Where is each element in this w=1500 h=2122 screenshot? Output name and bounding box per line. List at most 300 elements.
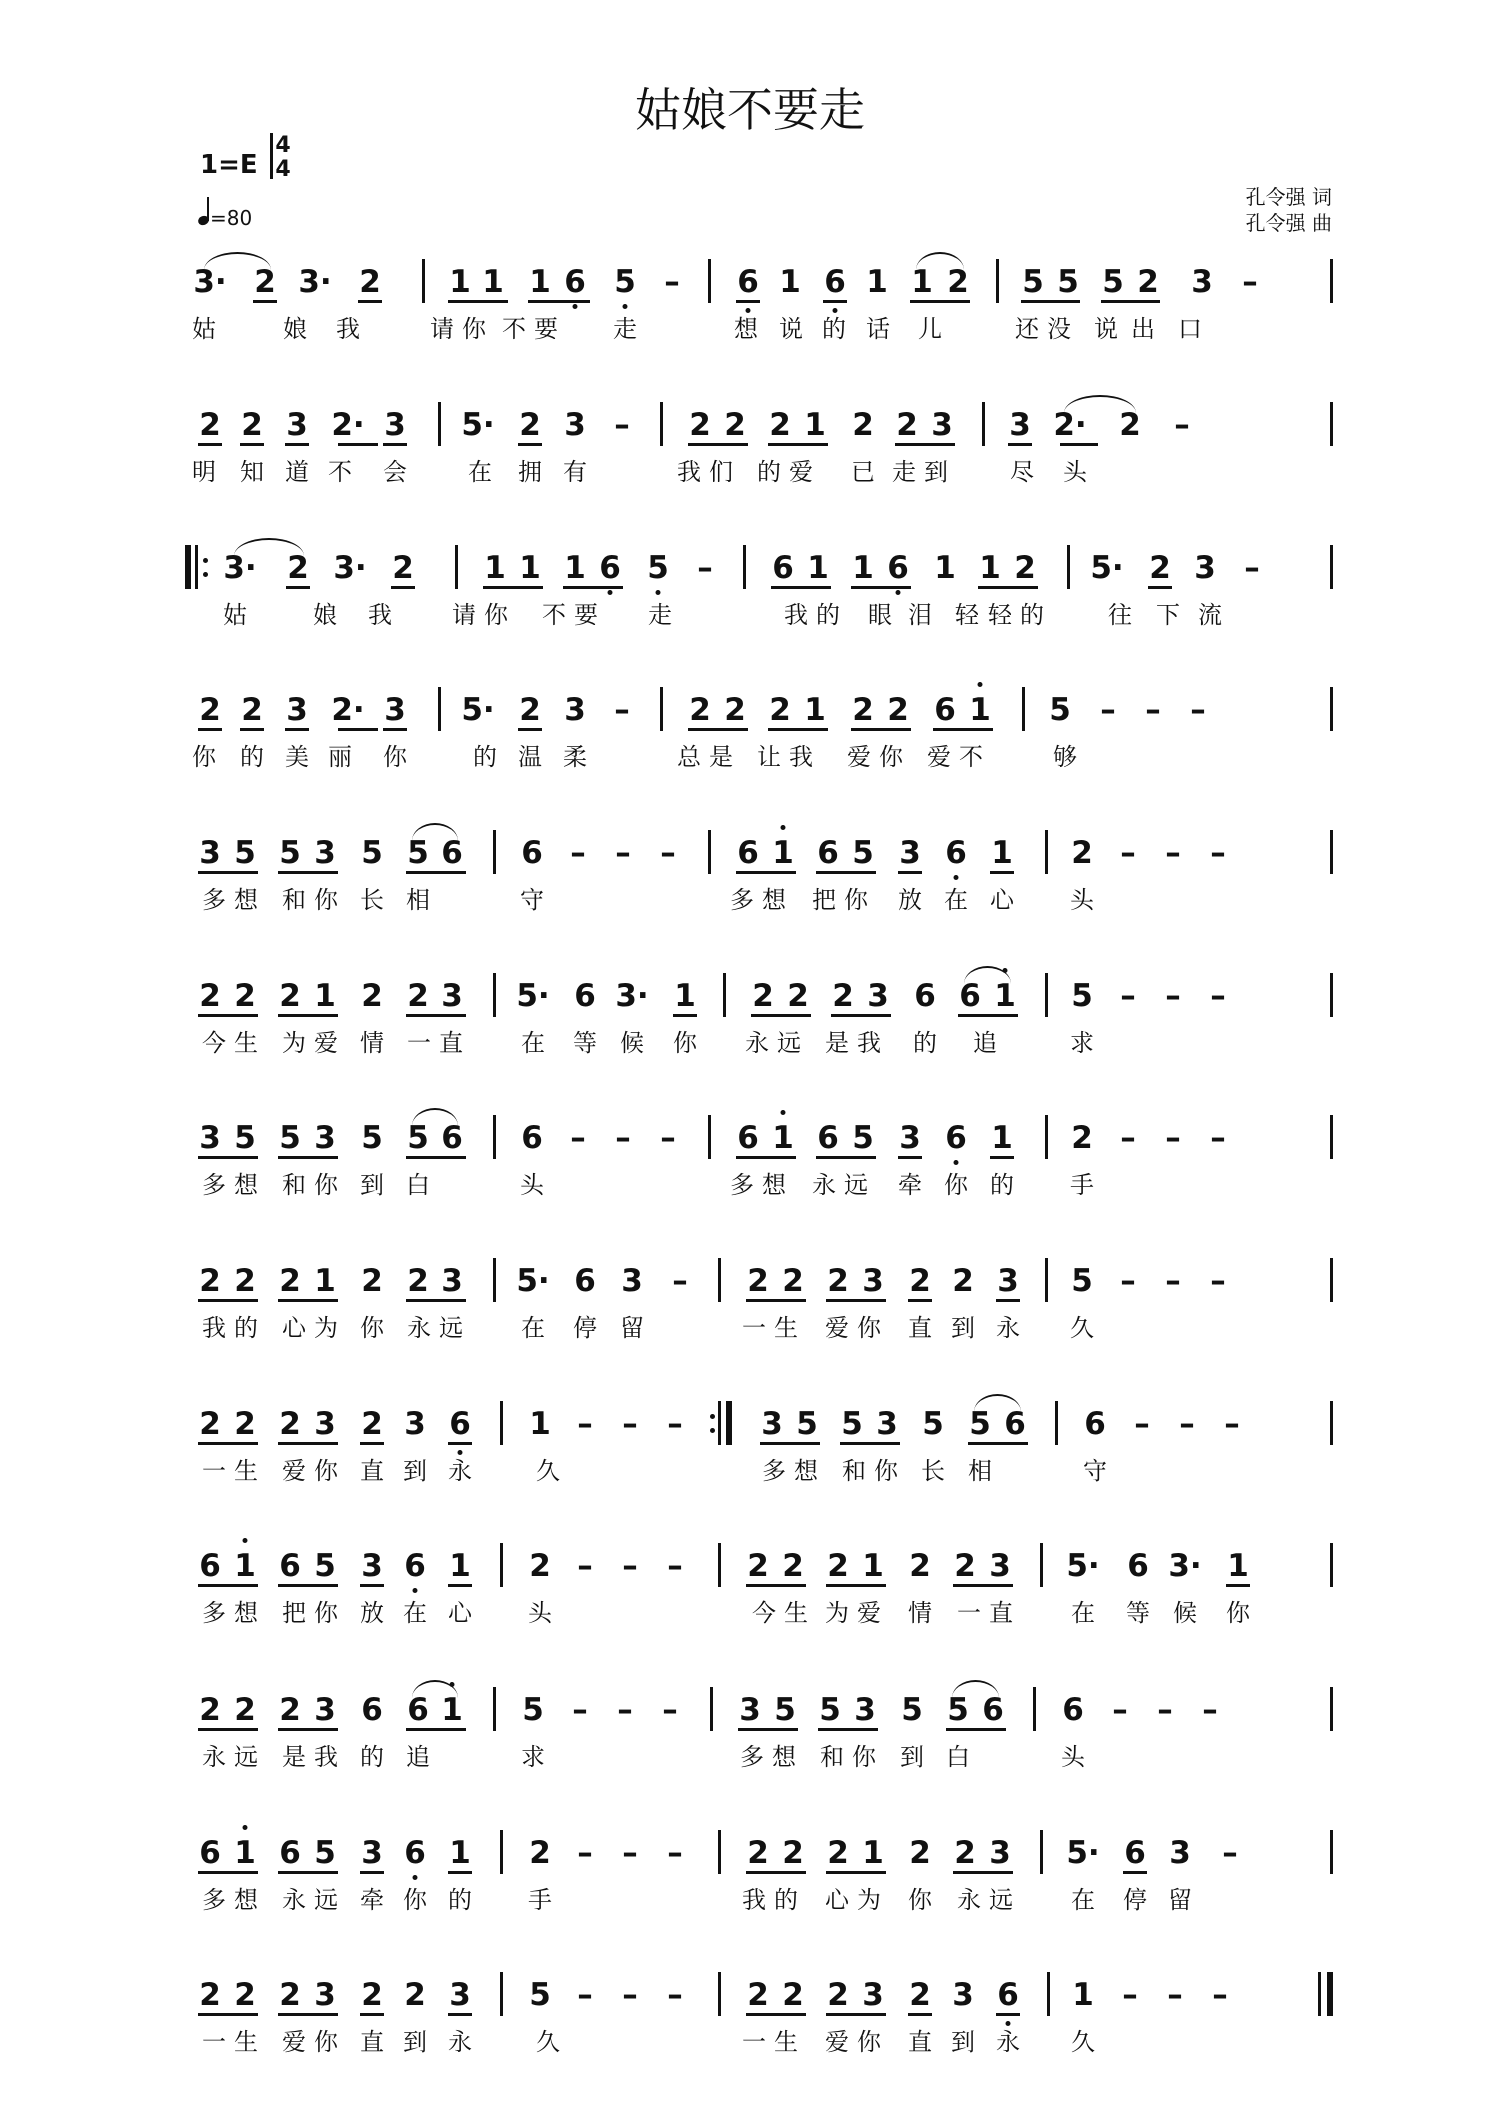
note: 1 xyxy=(482,264,504,300)
note: 2 xyxy=(199,1692,221,1728)
note: 1 xyxy=(449,1835,471,1871)
note: 3 xyxy=(441,1263,463,1299)
note: 2 xyxy=(1071,835,1093,871)
extension-dash: – xyxy=(1210,835,1226,871)
underline-beam xyxy=(823,300,847,303)
lyric-syllable: 的 xyxy=(240,743,264,771)
note: 5 xyxy=(361,1120,383,1156)
high-octave-dot xyxy=(978,682,983,687)
note: 2 xyxy=(361,1977,383,2013)
underline-beam xyxy=(898,871,922,874)
lyric-syllable: 守 xyxy=(520,886,544,914)
note: 5 xyxy=(901,1692,923,1728)
lyric-syllable: 和 你 xyxy=(842,1457,898,1485)
note: 3 xyxy=(1194,550,1216,586)
low-octave-dot xyxy=(573,304,578,309)
note: 6 xyxy=(574,1263,596,1299)
underline-beam xyxy=(448,1584,472,1587)
barline xyxy=(1045,1115,1048,1159)
underline-beam xyxy=(1008,443,1032,446)
note: 3 xyxy=(989,1548,1011,1584)
note: 3 xyxy=(997,1263,1019,1299)
note: 3· xyxy=(193,264,227,300)
note: 3· xyxy=(333,550,367,586)
underline-beam xyxy=(360,1584,384,1587)
extension-dash: – xyxy=(570,835,586,871)
barline xyxy=(1045,830,1048,874)
note: 5 xyxy=(1049,692,1071,728)
note: 3 xyxy=(739,1692,761,1728)
underline-beam xyxy=(360,2013,384,2016)
note: 1 xyxy=(449,1548,471,1584)
note: 2 xyxy=(827,1977,849,2013)
note: 1 xyxy=(862,1548,884,1584)
note: 5 xyxy=(361,835,383,871)
extension-dash: – xyxy=(1165,1120,1181,1156)
barline xyxy=(455,545,458,589)
notes-line xyxy=(190,405,1335,465)
lyric-syllable: 今 生 xyxy=(752,1599,808,1627)
note: 5· xyxy=(461,407,495,443)
extension-dash: – xyxy=(672,1263,688,1299)
extension-dash: – xyxy=(667,1548,683,1584)
lyric-syllable: 出 xyxy=(1131,315,1155,343)
note: 3 xyxy=(449,1977,471,2013)
note: 3 xyxy=(564,407,586,443)
note: 3 xyxy=(199,835,221,871)
note: 2 xyxy=(689,407,711,443)
barline xyxy=(438,687,441,731)
lyric-syllable: 永 xyxy=(996,2028,1020,2056)
note: 3 xyxy=(441,978,463,1014)
barline xyxy=(982,402,985,446)
notes-line xyxy=(190,690,1335,750)
note: 5 xyxy=(522,1692,544,1728)
lyric-syllable: 永 远 xyxy=(407,1314,463,1342)
underline-beam xyxy=(391,586,415,589)
underline-beam xyxy=(908,1299,932,1302)
high-octave-dot xyxy=(781,1110,786,1115)
extension-dash: – xyxy=(1210,1120,1226,1156)
extension-dash: – xyxy=(617,1692,633,1728)
lyric-syllable: 往 xyxy=(1108,601,1132,629)
lyric-syllable: 一 生 xyxy=(202,1457,258,1485)
note: 5 xyxy=(1057,264,1079,300)
note: 6 xyxy=(199,1835,221,1871)
lyric-syllable: 留 xyxy=(1168,1886,1192,1914)
note: 2 xyxy=(234,1692,256,1728)
underline-beam xyxy=(996,2013,1020,2016)
note: 3 xyxy=(314,1120,336,1156)
note: 6 xyxy=(199,1548,221,1584)
lyrics-line xyxy=(190,742,1335,776)
lyric-syllable: 永 远 xyxy=(202,1743,258,1771)
note: 6 xyxy=(887,550,909,586)
barline xyxy=(1330,1687,1333,1731)
underline-beam xyxy=(253,300,277,303)
low-octave-dot xyxy=(413,1875,418,1880)
underline-beam xyxy=(996,1299,1020,1302)
lyric-syllable: 候 xyxy=(620,1029,644,1057)
note: 2 xyxy=(947,264,969,300)
high-octave-dot xyxy=(781,825,786,830)
extension-dash: – xyxy=(667,1835,683,1871)
lyric-syllable: 说 xyxy=(1094,315,1118,343)
lyric-syllable: 一 生 xyxy=(742,2028,798,2056)
note: 1 xyxy=(979,550,1001,586)
lyric-syllable: 我 的 xyxy=(784,601,840,629)
lyric-syllable: 道 xyxy=(285,458,309,486)
note: 5 xyxy=(796,1406,818,1442)
barline xyxy=(708,830,711,874)
extension-dash: – xyxy=(614,407,630,443)
extension-dash: – xyxy=(1202,1692,1218,1728)
note: 1 xyxy=(866,264,888,300)
note: 2 xyxy=(279,1406,301,1442)
note: 1 xyxy=(234,1548,256,1584)
underline-beam xyxy=(338,728,378,731)
note: 5 xyxy=(407,835,429,871)
note: 5 xyxy=(234,835,256,871)
repeat-dot xyxy=(203,572,208,577)
lyric-syllable: 等 xyxy=(573,1029,597,1057)
note: 3 xyxy=(862,1263,884,1299)
note: 3 xyxy=(314,835,336,871)
lyric-syllable: 爱 你 xyxy=(282,2028,338,2056)
extension-dash: – xyxy=(577,1977,593,2013)
low-octave-dot xyxy=(833,308,838,313)
lyric-syllable: 白 xyxy=(946,1743,970,1771)
lyric-syllable: 求 xyxy=(1070,1029,1094,1057)
note: 3 xyxy=(314,1406,336,1442)
high-octave-dot xyxy=(450,1682,455,1687)
lyric-syllable: 走 xyxy=(648,601,672,629)
composer-credit: 孔令强 曲 xyxy=(1245,211,1332,235)
note: 2 xyxy=(234,1406,256,1442)
lyric-syllable: 你 xyxy=(360,1314,384,1342)
note: 2 xyxy=(279,978,301,1014)
note: 1 xyxy=(441,1692,463,1728)
note: 2 xyxy=(359,264,381,300)
note: 2 xyxy=(1071,1120,1093,1156)
underline-beam xyxy=(383,728,407,731)
extension-dash: – xyxy=(660,1120,676,1156)
lyric-syllable: 多 想 xyxy=(740,1743,796,1771)
underline-beam xyxy=(990,1156,1014,1159)
note: 3 xyxy=(404,1406,426,1442)
lyric-syllable: 到 xyxy=(360,1171,384,1199)
extension-dash: – xyxy=(1179,1406,1195,1442)
lyric-syllable: 头 xyxy=(1061,1743,1085,1771)
notes-line xyxy=(190,1975,1335,2035)
barline xyxy=(1318,1972,1321,2016)
note: 6 xyxy=(817,1120,839,1156)
lyric-syllable: 爱 你 xyxy=(282,1457,338,1485)
note: 3 xyxy=(862,1977,884,2013)
low-octave-dot xyxy=(608,590,613,595)
lyric-syllable: 在 xyxy=(521,1314,545,1342)
lyric-syllable: 头 xyxy=(1063,458,1087,486)
note: 2 xyxy=(279,1692,301,1728)
note: 6 xyxy=(1127,1548,1149,1584)
extension-dash: – xyxy=(614,692,630,728)
lyric-syllable: 一 直 xyxy=(407,1029,463,1057)
underline-beam xyxy=(285,728,309,731)
repeat-dot xyxy=(710,1428,715,1433)
lyric-syllable: 永 xyxy=(448,2028,472,2056)
underline-beam xyxy=(286,586,310,589)
lyric-syllable: 久 xyxy=(1071,2028,1095,2056)
lyric-syllable: 头 xyxy=(1070,886,1094,914)
barline xyxy=(718,1543,721,1587)
note: 2 xyxy=(199,692,221,728)
lyric-syllable: 停 xyxy=(1123,1886,1147,1914)
lyric-syllable: 姑 xyxy=(192,315,216,343)
credits xyxy=(1246,184,1332,236)
lyric-syllable: 为 爱 xyxy=(825,1599,881,1627)
lyric-syllable: 已 xyxy=(851,458,875,486)
extension-dash: – xyxy=(1100,692,1116,728)
barline xyxy=(1055,1401,1058,1445)
note: 6 xyxy=(564,264,586,300)
lyric-syllable: 你 xyxy=(383,743,407,771)
note: 5 xyxy=(647,550,669,586)
lyric-syllable: 头 xyxy=(528,1599,552,1627)
lyric-syllable: 美 xyxy=(285,743,309,771)
note: 2 xyxy=(392,550,414,586)
lyric-syllable: 不 要 xyxy=(502,315,558,343)
note: 2 xyxy=(852,692,874,728)
lyric-syllable: 你 xyxy=(1226,1599,1250,1627)
barline xyxy=(493,830,496,874)
note: 3 xyxy=(286,407,308,443)
extension-dash: – xyxy=(615,1120,631,1156)
note: 3· xyxy=(1168,1548,1202,1584)
extension-dash: – xyxy=(1145,692,1161,728)
lyric-syllable: 手 xyxy=(528,1886,552,1914)
note: 3 xyxy=(1191,264,1213,300)
note: 1 xyxy=(314,1263,336,1299)
lyric-syllable: 情 xyxy=(360,1029,384,1057)
barline xyxy=(710,1687,713,1731)
extension-dash: – xyxy=(622,1977,638,2013)
note: 2 xyxy=(234,1977,256,2013)
lyric-syllable: 的 爱 xyxy=(757,458,813,486)
underline-beam xyxy=(736,300,760,303)
lyric-syllable: 的 xyxy=(473,743,497,771)
lyric-syllable: 儿 xyxy=(918,315,942,343)
lyric-syllable: 牵 xyxy=(360,1886,384,1914)
low-octave-dot xyxy=(746,308,751,313)
lyric-syllable: 多 想 xyxy=(730,886,786,914)
low-octave-dot xyxy=(656,590,661,595)
note: 2 xyxy=(769,692,791,728)
tempo-value: =80 xyxy=(210,206,253,230)
lyric-syllable: 姑 xyxy=(223,601,247,629)
note: 1 xyxy=(564,550,586,586)
note: 1 xyxy=(991,1120,1013,1156)
lyric-syllable: 请 你 xyxy=(430,315,486,343)
lyrics-line xyxy=(190,314,1335,348)
underline-beam xyxy=(1226,1584,1250,1587)
lyric-syllable: 到 xyxy=(403,1457,427,1485)
barline xyxy=(708,1115,711,1159)
underline-beam xyxy=(908,2013,932,2016)
note: 2 xyxy=(954,1835,976,1871)
high-octave-dot xyxy=(1003,968,1008,973)
lyric-syllable: 说 xyxy=(779,315,803,343)
lyric-syllable: 柔 xyxy=(563,743,587,771)
lyric-syllable: 你 xyxy=(673,1029,697,1057)
lyric-syllable: 走 到 xyxy=(892,458,948,486)
lyric-syllable: 不 xyxy=(328,458,352,486)
lyrics-line xyxy=(190,885,1335,919)
barline xyxy=(743,545,746,589)
barline xyxy=(195,545,198,589)
extension-dash: – xyxy=(1174,407,1190,443)
quarter-note-icon xyxy=(198,211,210,225)
barline xyxy=(718,1972,721,2016)
note: 2 xyxy=(529,1548,551,1584)
note: 3 xyxy=(361,1548,383,1584)
extension-dash: – xyxy=(1167,1977,1183,2013)
note: 6 xyxy=(449,1406,471,1442)
lyricist-credit: 孔令强 词 xyxy=(1245,185,1332,209)
lyric-syllable: 一 生 xyxy=(202,2028,258,2056)
barline xyxy=(500,1401,503,1445)
extension-dash: – xyxy=(667,1977,683,2013)
note: 2 xyxy=(529,1835,551,1871)
barline xyxy=(500,1972,503,2016)
notes-line xyxy=(190,1833,1335,1893)
underline-beam xyxy=(1123,1871,1147,1874)
note: 6 xyxy=(1084,1406,1106,1442)
note: 6 xyxy=(1004,1406,1026,1442)
underline-beam xyxy=(198,443,222,446)
lyric-syllable: 永 远 xyxy=(282,1886,338,1914)
note: 2 xyxy=(747,1548,769,1584)
note: 2 xyxy=(782,1263,804,1299)
lyric-syllable: 在 xyxy=(468,458,492,486)
lyric-syllable: 放 xyxy=(898,886,922,914)
barline xyxy=(1330,1115,1333,1159)
lyric-syllable: 永 远 xyxy=(745,1029,801,1057)
barline xyxy=(660,687,663,731)
note: 2 xyxy=(199,1263,221,1299)
underline-beam xyxy=(990,871,1014,874)
note: 1 xyxy=(807,550,829,586)
note: 6 xyxy=(959,978,981,1014)
lyric-syllable: 直 xyxy=(360,1457,384,1485)
note: 2 xyxy=(199,407,221,443)
extension-dash: – xyxy=(1222,1835,1238,1871)
note: 3· xyxy=(223,550,257,586)
note: 5 xyxy=(1071,1263,1093,1299)
lyric-syllable: 多 想 xyxy=(202,1886,258,1914)
note: 3 xyxy=(314,1977,336,2013)
time-signature xyxy=(270,134,296,182)
lyric-syllable: 泪 xyxy=(908,601,932,629)
underline-beam xyxy=(1148,586,1172,589)
note: 1 xyxy=(994,978,1016,1014)
note: 6 xyxy=(407,1692,429,1728)
low-octave-dot xyxy=(954,1160,959,1165)
note: 1 xyxy=(484,550,506,586)
low-octave-dot xyxy=(1006,2021,1011,2026)
underline-beam xyxy=(358,300,382,303)
note: 2 xyxy=(827,1548,849,1584)
lyric-syllable: 尽 xyxy=(1010,458,1034,486)
note: 6 xyxy=(737,264,759,300)
note: 5· xyxy=(516,978,550,1014)
note: 1 xyxy=(804,692,826,728)
lyric-syllable: 总 是 xyxy=(677,743,733,771)
lyrics-line xyxy=(190,1456,1335,1490)
lyric-syllable: 知 xyxy=(240,458,264,486)
note: 1 xyxy=(772,1120,794,1156)
note: 3 xyxy=(199,1120,221,1156)
extension-dash: – xyxy=(1120,1263,1136,1299)
final-barline xyxy=(1327,1972,1333,2016)
note: 2 xyxy=(519,407,541,443)
note: 1 xyxy=(862,1835,884,1871)
note: 5 xyxy=(922,1406,944,1442)
note: 2 xyxy=(747,1835,769,1871)
high-octave-dot xyxy=(243,1825,248,1830)
extension-dash: – xyxy=(1122,1977,1138,2013)
lyric-syllable: 久 xyxy=(536,1457,560,1485)
extension-dash: – xyxy=(1212,1977,1228,2013)
note: 2· xyxy=(1053,407,1087,443)
note: 2 xyxy=(361,1406,383,1442)
note: 6 xyxy=(521,835,543,871)
lyric-syllable: 走 xyxy=(613,315,637,343)
note: 2 xyxy=(952,1263,974,1299)
lyric-syllable: 我 的 xyxy=(202,1314,258,1342)
lyric-syllable: 和 你 xyxy=(820,1743,876,1771)
lyrics-line xyxy=(190,1313,1335,1347)
lyric-syllable: 心 为 xyxy=(282,1314,338,1342)
barline xyxy=(438,402,441,446)
note: 5· xyxy=(461,692,495,728)
extension-dash: – xyxy=(1165,978,1181,1014)
barline xyxy=(500,1543,503,1587)
lyric-syllable: 多 想 xyxy=(730,1171,786,1199)
barline xyxy=(1045,1258,1048,1302)
note: 6 xyxy=(404,1548,426,1584)
note: 2 xyxy=(827,1263,849,1299)
lyric-syllable: 流 xyxy=(1198,601,1222,629)
note: 6 xyxy=(279,1548,301,1584)
note: 3 xyxy=(867,978,889,1014)
extension-dash: – xyxy=(1190,692,1206,728)
note: 5· xyxy=(1090,550,1124,586)
lyrics-line xyxy=(190,1885,1335,1919)
extension-dash: – xyxy=(1120,978,1136,1014)
underline-beam xyxy=(518,728,542,731)
barline xyxy=(1040,1830,1043,1874)
note: 1 xyxy=(852,550,874,586)
lyric-syllable: 停 xyxy=(573,1314,597,1342)
extension-dash: – xyxy=(1165,835,1181,871)
lyric-syllable: 让 我 xyxy=(757,743,813,771)
note: 6 xyxy=(599,550,621,586)
note: 5 xyxy=(279,835,301,871)
note: 2 xyxy=(896,407,918,443)
notes-line xyxy=(190,976,1335,1036)
note: 2· xyxy=(331,407,365,443)
extension-dash: – xyxy=(577,1835,593,1871)
